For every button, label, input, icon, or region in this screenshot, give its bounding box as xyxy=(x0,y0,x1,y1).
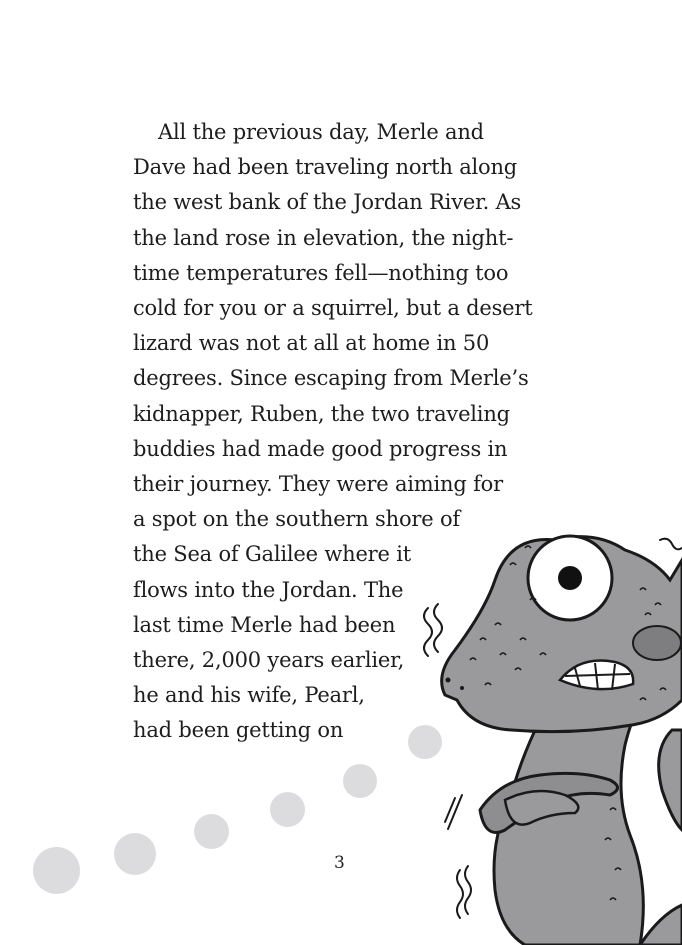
paragraph-line: cold for you or a squirrel, but a desert xyxy=(133,296,533,321)
paragraph-line: a spot on the southern shore of xyxy=(133,507,460,532)
paragraph-line: the land rose in elevation, the night- xyxy=(133,225,514,250)
paragraph-line: the west bank of the Jordan River. As xyxy=(133,190,522,215)
trail-dot-icon xyxy=(114,833,156,875)
paragraph-line: kidnapper, Ruben, the two traveling xyxy=(133,401,510,426)
paragraph-line: time temperatures fell—nothing too xyxy=(133,260,509,285)
paragraph-line: lizard was not at all at home in 50 xyxy=(133,331,490,356)
paragraph-line: flows into the Jordan. The xyxy=(133,577,404,602)
trail-dot-icon xyxy=(33,847,80,894)
trail-dot-icon xyxy=(343,764,377,798)
paragraph-line: had been getting on xyxy=(133,718,344,743)
paragraph-line: their journey. They were aiming for xyxy=(133,472,503,497)
paragraph-line: there, 2,000 years earlier, xyxy=(133,648,405,673)
paragraph-line: he and his wife, Pearl, xyxy=(133,683,365,708)
page-number: 3 xyxy=(334,853,345,873)
paragraph-line: Dave had been traveling north along xyxy=(133,155,518,180)
trail-dot-icon xyxy=(270,792,305,827)
paragraph-line: All the previous day, Merle and xyxy=(158,120,484,144)
trail-dot-icon xyxy=(194,814,229,849)
paragraph-line: the Sea of Galilee where it xyxy=(133,542,411,567)
paragraph-line: buddies had made good progress in xyxy=(133,436,508,461)
shivering-lizard-icon xyxy=(400,500,682,945)
paragraph-line: degrees. Since escaping from Merle’s xyxy=(133,366,529,391)
paragraph-line: last time Merle had been xyxy=(133,612,396,637)
